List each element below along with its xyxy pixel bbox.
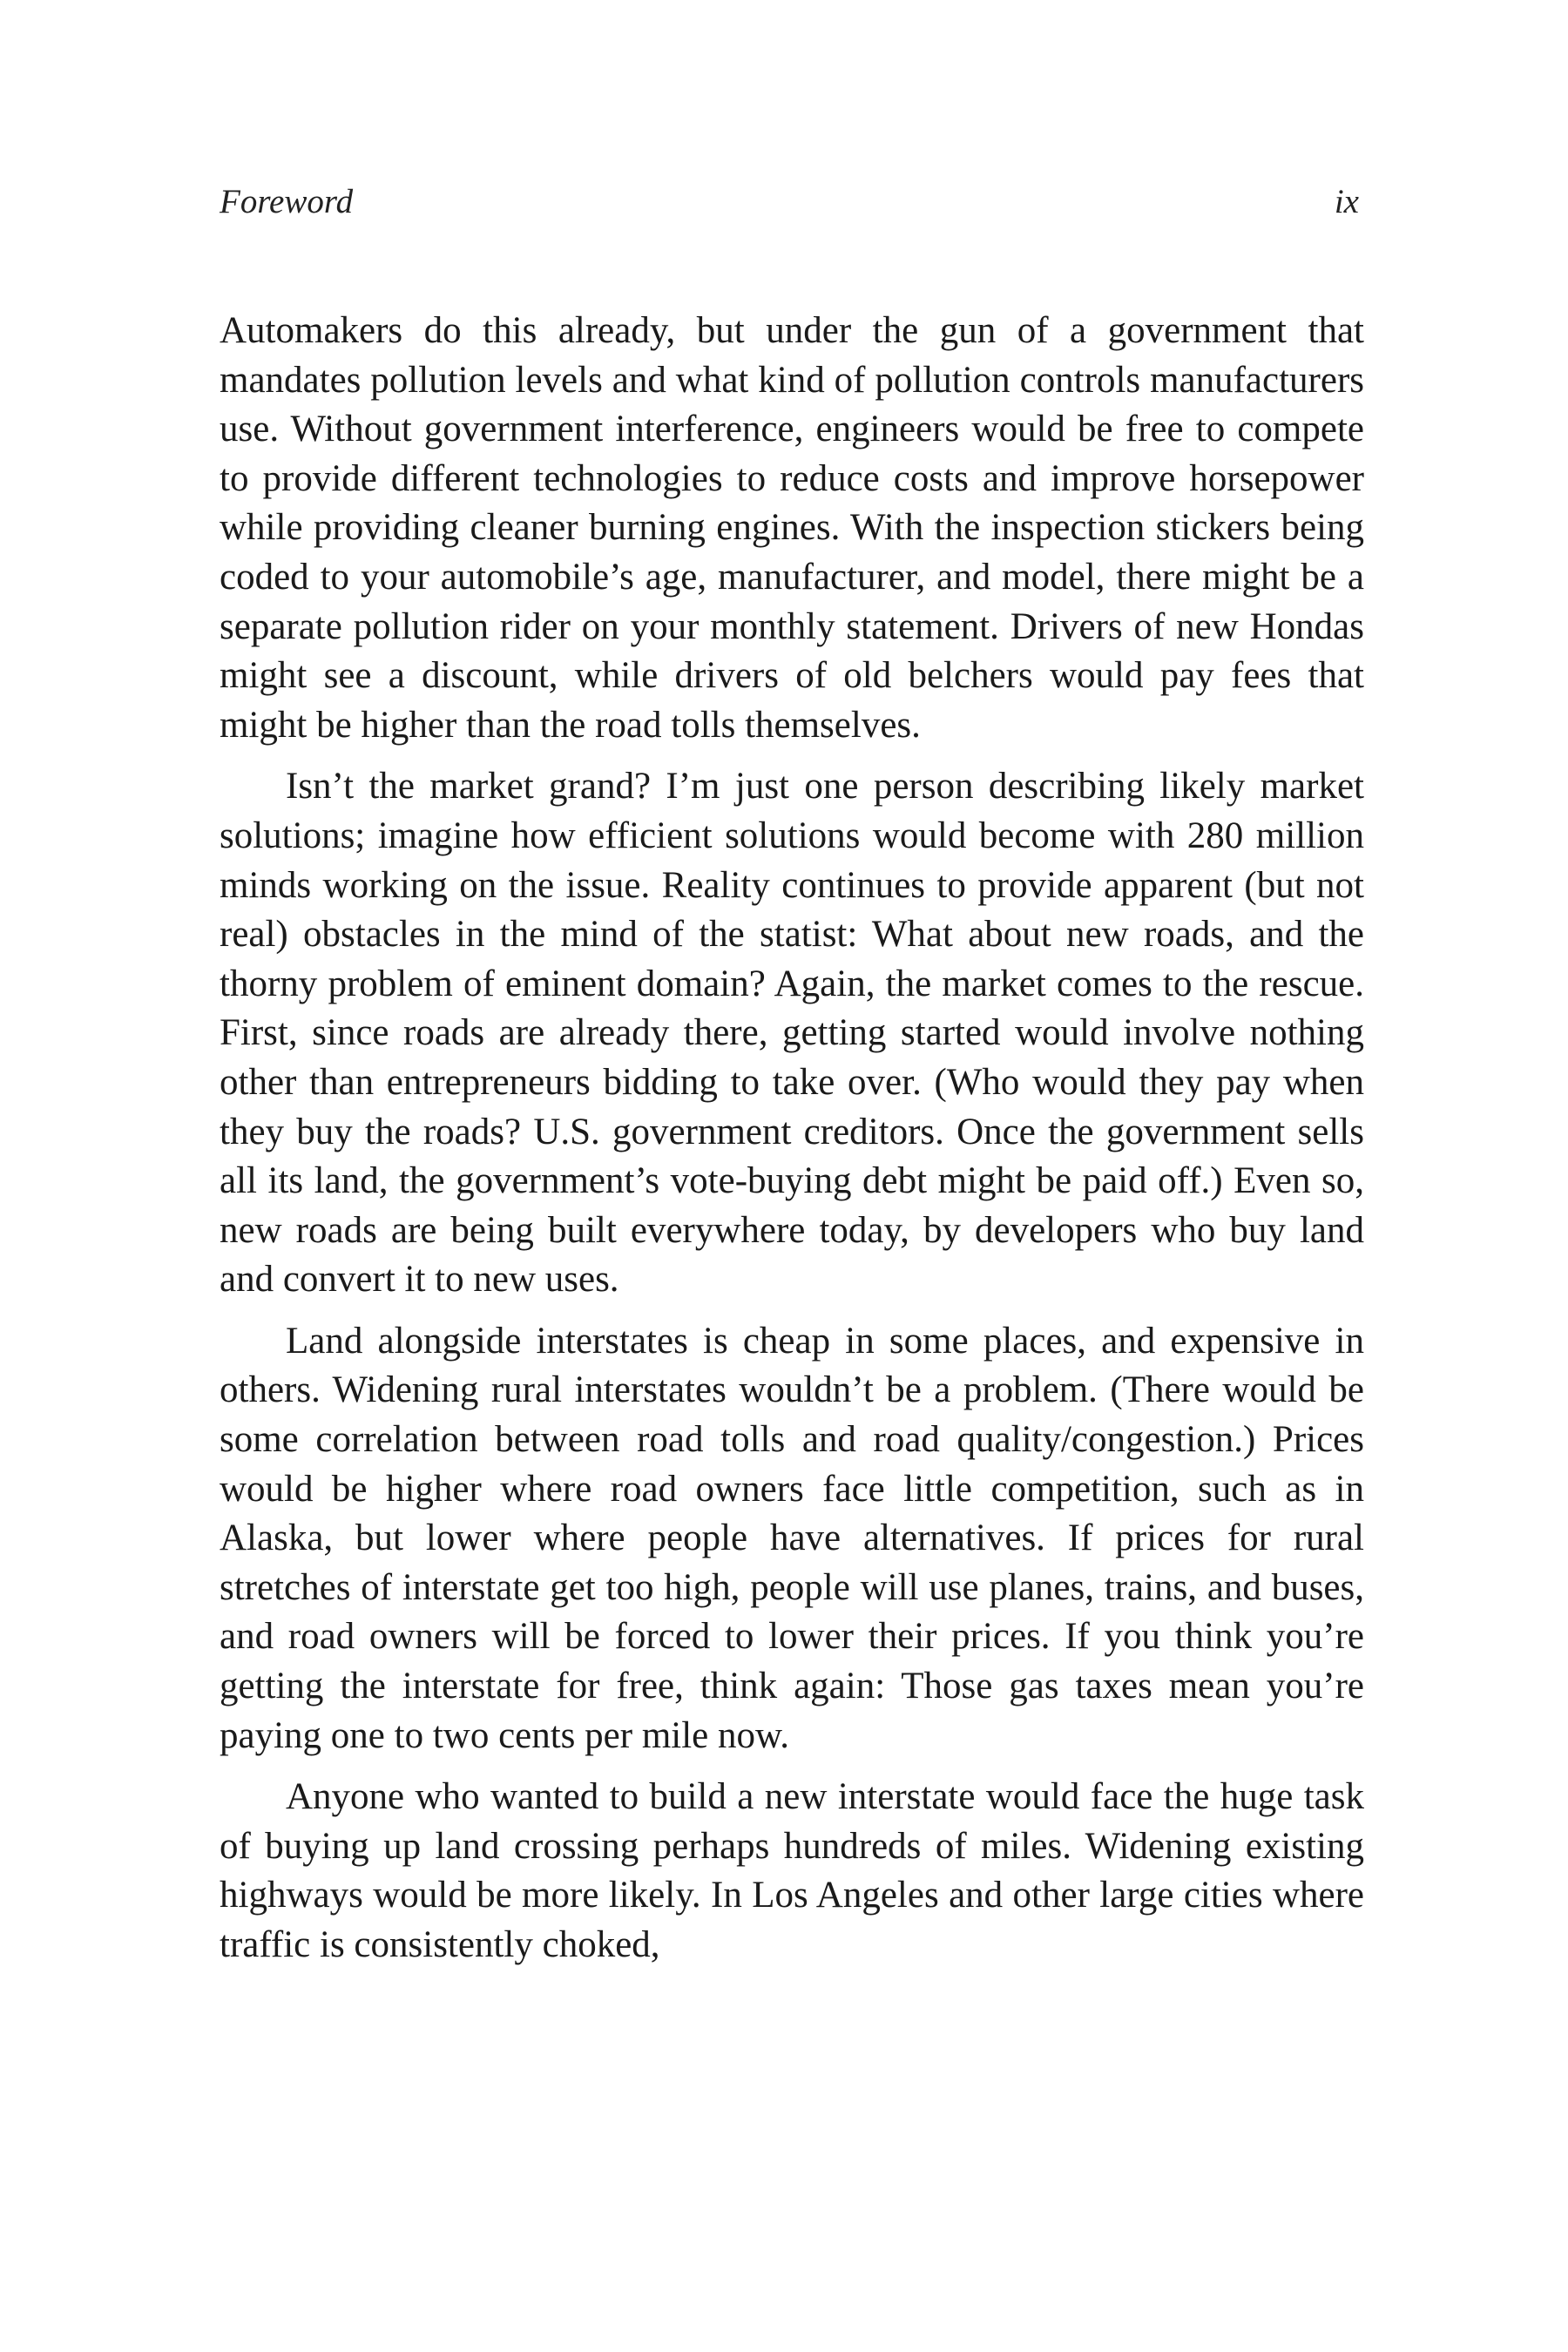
paragraph: Automakers do this already, but under the gun of a government that mandates pollution levels and what kind of pollution controls manufacturers use. Without government interference, engineers would be free to compete to provide different technologies to reduce costs and improve horsepower while providing cleaner burning engines. With the inspection stickers being coded to your automobile’s age, manufacturer, and model, there might be a separate pollution rider on your monthly statement. Drivers of new Hondas might see a discount, while drivers of old belchers would pay fees that might be higher than the road tolls themselves. [220, 310, 1364, 746]
running-head [220, 185, 1359, 219]
page-number: ix [1334, 183, 1359, 220]
section-title: Foreword [220, 183, 354, 220]
paragraph: Anyone who wanted to build a new interstate would face the huge task of buying up land crossing perhaps hundreds of miles. Widening existing highways would be more likely. In Los Angeles and other large cities where traffic is consistently choked, [220, 1776, 1364, 1965]
paragraph: Land alongside interstates is cheap in some places, and expensive in others. Widening rural interstates wouldn’t be a problem. (There would be some correlation between road tolls and road quality/congestion.) Prices would be higher where road owners face little competition, such as in Alaska, but lower where people have alternatives. If prices for rural stretches of interstate get too high, people will use planes, trains, and buses, and road owners will be forced to lower their prices. If you think you’re getting the interstate for free, think again: Those gas taxes mean you’re paying one to two cents per mile now. [220, 1320, 1364, 1756]
paragraph: Isn’t the market grand? I’m just one person describing likely market solutions; imagine how efficient solutions would become with 280 million minds working on the issue. Reality continues to provide apparent (but not real) obstacles in the mind of the statist: What about new roads, and the thorny problem of eminent domain? Again, the market comes to the rescue. First, since roads are already there, getting started would involve nothing other than entrepreneurs bidding to take over. (Who would they pay when they buy the roads? U.S. government creditors. Once the government sells all its land, the government’s vote-buying debt might be paid off.) Even so, new roads are being built everywhere today, by developers who buy land and convert it to new uses. [220, 766, 1364, 1301]
body-text [220, 307, 1364, 1970]
